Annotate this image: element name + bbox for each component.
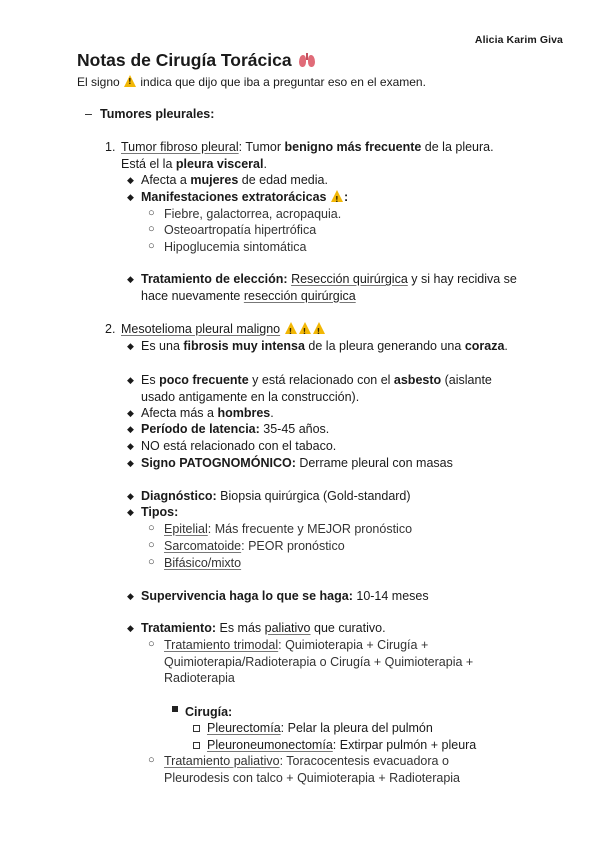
list-item-tumor-fibroso [105,139,535,172]
bold-text: Tratamiento: [141,621,217,635]
bullet-icon: ◆ [127,507,134,517]
bullet-icon: ◆ [127,458,134,468]
bullet-icon: ◆ [127,623,134,633]
circle-bullet-icon: ○ [148,522,155,534]
bold-text: Cirugía: [185,705,233,719]
square-item-surgery [172,704,232,721]
section-label: Tumores pleurales: [100,107,215,121]
text: y si hay recidiva se hace nuevamente [141,272,517,303]
text: . [263,156,267,171]
sub-item [148,555,528,572]
text: 10-14 meses [352,589,429,603]
warning-icon [299,322,311,334]
bullet-icon: ◆ [127,441,134,451]
underlined-text: Sarcomatoide [164,539,242,553]
bold-text: Período de latencia: [141,422,260,436]
text: Está el la [121,156,176,171]
bullet-tobacco [127,438,527,455]
section-heading [85,107,214,121]
bullet-sign [127,455,527,472]
text: de la pleura. [421,140,494,154]
circle-bullet-icon: ○ [148,223,155,235]
text: : Pelar la pleura del pulmón [280,721,433,735]
text: : Tumor [238,140,285,154]
text: : Toracocentesis evacuadora o Pleurodesis con talco + Quimioterapia + Radioterapia [164,754,461,785]
text: : PEOR pronóstico [241,539,345,553]
underlined-text: Tratamiento trimodal [164,638,279,652]
sub-item [148,521,528,538]
hollow-square-bullet-icon [193,742,200,749]
underlined-text: Pleurectomía [207,721,281,735]
bullet-icon: ◆ [127,424,134,434]
underlined-text: paliativo [264,621,311,635]
bold-text: fibrosis muy intensa [183,339,305,353]
bullet-icon: ◆ [127,408,134,418]
page-title [77,50,316,71]
text: : Quimioterapia + Cirugía + Quimioterapia/Radioterapia o Cirugía + Quimioterapia + Radioterapia [164,638,474,685]
bold-text: : [344,190,349,204]
underlined-text: Epitelial [164,522,208,536]
item-number: 1. [105,140,116,154]
bullet-icon: ◆ [127,175,134,185]
subtitle [77,75,426,89]
text: . [504,339,508,353]
text: y está relacionado con el [248,373,394,387]
text: . [270,406,274,420]
text: que curativo. [310,621,386,635]
page-title-text: Notas de Cirugía Torácica [77,50,292,70]
bullet-women [127,172,527,189]
circle-bullet-icon: ○ [148,638,155,650]
bold-text: mujeres [190,173,239,187]
bullet-icon: ◆ [127,274,134,284]
warning-icon [313,322,325,334]
text: 35-45 años. [259,422,330,436]
section-dash[interactable]: – [85,107,92,121]
text: Afecta a [141,173,191,187]
square-sub-item [193,720,433,737]
underlined-text: Bifásico/mixto [164,556,242,570]
text: NO está relacionado con el tabaco. [141,439,337,453]
lungs-icon [298,53,316,67]
bullet-survival [127,588,527,605]
text: Es [141,373,160,387]
bold-text: asbesto [393,373,442,387]
text: (aislante usado antigamente en la construcción). [141,373,492,404]
sub-item [148,206,528,223]
text: Derrame pleural con masas [295,456,453,470]
bold-text: coraza [464,339,505,353]
sub-item-text: Fiebre, galactorrea, acropaquia. [164,207,342,221]
item-title: Mesotelioma pleural maligno [121,322,281,336]
underlined-text: Resección quirúrgica [291,272,408,286]
bullet-fibrosis [127,338,527,355]
square-sub-item [193,737,476,754]
bullet-manifestations [127,189,527,206]
circle-bullet-icon: ○ [148,754,155,766]
bold-text: Signo PATOGNOMÓNICO: [141,456,296,470]
text: : Más frecuente y MEJOR pronóstico [207,522,413,536]
sub-item-text: Hipoglucemia sintomática [164,240,307,254]
bold-text: Diagnóstico: [141,489,217,503]
circle-bullet-icon: ○ [148,556,155,568]
sub-item-palliative [148,753,508,786]
sub-item [148,239,528,256]
bullet-asbestos [127,372,527,405]
text: Es más [216,621,265,635]
sub-item-trimodal [148,637,508,687]
bold-text: hombres [217,406,271,420]
circle-bullet-icon: ○ [148,539,155,551]
bullet-icon: ◆ [127,491,134,501]
bullet-icon: ◆ [127,341,134,351]
sub-item-text: Osteoartropatía hipertrófica [164,223,317,237]
bullet-icon: ◆ [127,192,134,202]
warning-icon [124,75,136,87]
item-number: 2. [105,322,116,336]
underlined-text: Pleuroneumonectomía [207,738,333,752]
bold-text: benigno más frecuente [284,140,422,154]
warning-icon [285,322,297,334]
text: Biopsia quirúrgica (Gold-standard) [216,489,411,503]
bullet-icon: ◆ [127,591,134,601]
bold-text: poco frecuente [159,373,249,387]
hollow-square-bullet-icon [193,725,200,732]
sub-item [148,222,528,239]
warning-icon [331,190,343,202]
text: : Extirpar pulmón + pleura [332,738,477,752]
bullet-men [127,405,527,422]
subtitle-post: indica que dijo que iba a preguntar eso en el examen. [140,75,426,89]
bullet-latency [127,421,527,438]
text: de la pleura generando una [304,339,465,353]
list-item-mesotelioma [105,321,535,338]
text: Es una [141,339,184,353]
sub-item [148,538,528,555]
item-title: Tumor fibroso pleural [121,140,239,154]
bullet-diagnosis [127,488,527,505]
square-bullet-icon [172,706,178,712]
bullet-types [127,504,527,521]
circle-bullet-icon: ○ [148,207,155,219]
text: Afecta más a [141,406,218,420]
bullet-icon: ◆ [127,375,134,385]
text: de edad media. [238,173,328,187]
bold-text: Supervivencia haga lo que se haga: [141,589,353,603]
bold-text: Tipos: [141,505,179,519]
author-name: Alicia Karim Giva [474,34,563,46]
bold-text: Manifestaciones extratorácicas [141,190,327,204]
bold-text: pleura visceral [175,156,264,171]
underlined-text: Tratamiento paliativo [164,754,280,768]
circle-bullet-icon: ○ [148,240,155,252]
bold-text: Tratamiento de elección: [141,272,288,286]
bullet-treatment [127,620,527,637]
subtitle-pre: El signo [77,75,120,89]
bullet-treatment-choice [127,271,527,304]
underlined-text: resección quirúrgica [243,288,356,303]
